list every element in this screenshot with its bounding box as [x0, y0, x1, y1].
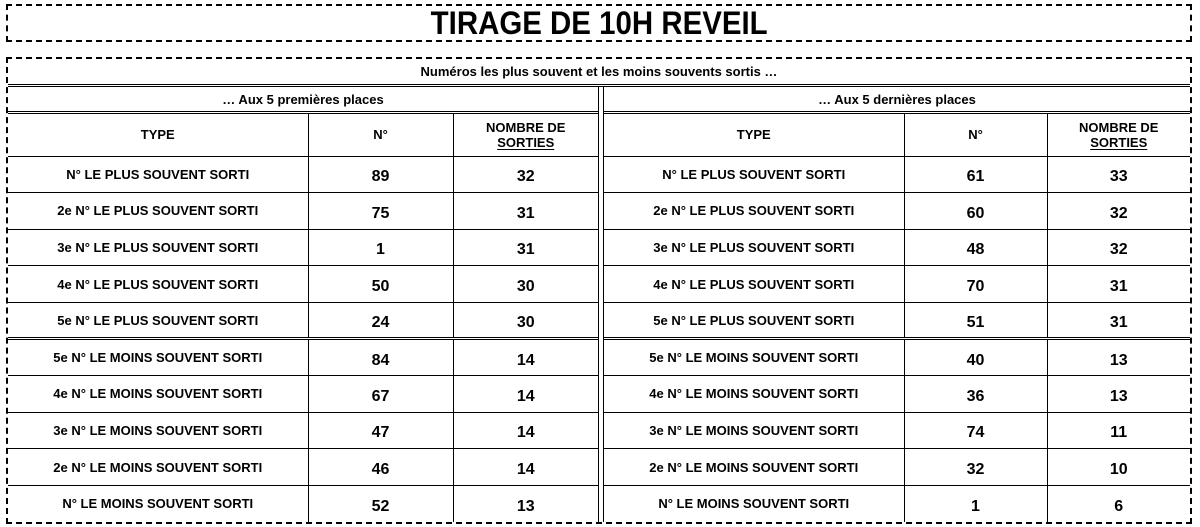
page-title: TIRAGE DE 10H REVEIL	[430, 5, 768, 41]
row-type-cell: 3e N° LE PLUS SOUVENT SORTI	[8, 229, 308, 266]
row-count-cell: 31	[453, 229, 598, 266]
row-number-cell: 74	[904, 412, 1047, 449]
row-number-cell: 50	[308, 266, 453, 303]
table-row	[8, 412, 598, 449]
row-number-cell: 40	[904, 339, 1047, 376]
row-type-cell: 4e N° LE PLUS SOUVENT SORTI	[604, 266, 904, 303]
left-table-body	[8, 156, 598, 522]
row-count-cell: 11	[1047, 412, 1190, 449]
table-row	[604, 449, 1190, 486]
panel-subtitle: Numéros les plus souvent et les moins souvents sortis …	[8, 59, 1190, 87]
row-type-cell: 2e N° LE PLUS SOUVENT SORTI	[604, 193, 904, 230]
column-header-type: TYPE	[8, 114, 308, 156]
row-number-cell: 48	[904, 229, 1047, 266]
row-type-cell: 5e N° LE PLUS SOUVENT SORTI	[604, 302, 904, 339]
row-number-cell: 84	[308, 339, 453, 376]
table-row	[604, 156, 1190, 193]
table-row	[604, 266, 1190, 303]
row-type-cell: 4e N° LE MOINS SOUVENT SORTI	[8, 376, 308, 413]
row-number-cell: 52	[308, 485, 453, 522]
column-header-number: N°	[308, 114, 453, 156]
row-type-cell: N° LE PLUS SOUVENT SORTI	[604, 156, 904, 193]
row-number-cell: 89	[308, 156, 453, 193]
stats-panel	[6, 57, 1192, 524]
row-type-cell: N° LE MOINS SOUVENT SORTI	[8, 485, 308, 522]
row-count-cell: 30	[453, 266, 598, 303]
column-header-type: TYPE	[604, 114, 904, 156]
table-row	[8, 302, 598, 339]
row-type-cell: 2e N° LE PLUS SOUVENT SORTI	[8, 193, 308, 230]
row-type-cell: 3e N° LE PLUS SOUVENT SORTI	[604, 229, 904, 266]
row-number-cell: 70	[904, 266, 1047, 303]
row-count-cell: 14	[453, 339, 598, 376]
column-header-count	[453, 114, 598, 156]
row-count-cell: 32	[1047, 193, 1190, 230]
row-count-cell: 14	[453, 412, 598, 449]
row-number-cell: 32	[904, 449, 1047, 486]
row-count-cell: 32	[1047, 229, 1190, 266]
column-header-count-line1: NOMBRE DE	[486, 119, 566, 135]
table-row	[604, 339, 1190, 376]
table-row	[604, 229, 1190, 266]
row-type-cell: 3e N° LE MOINS SOUVENT SORTI	[8, 412, 308, 449]
row-number-cell: 47	[308, 412, 453, 449]
row-number-cell: 67	[308, 376, 453, 413]
row-count-cell: 30	[453, 302, 598, 339]
row-type-cell: 2e N° LE MOINS SOUVENT SORTI	[604, 449, 904, 486]
table-row	[8, 266, 598, 303]
right-header-row	[604, 114, 1190, 156]
row-number-cell: 36	[904, 376, 1047, 413]
row-count-cell: 13	[1047, 339, 1190, 376]
row-number-cell: 51	[904, 302, 1047, 339]
row-count-cell: 32	[453, 156, 598, 193]
row-count-cell: 6	[1047, 485, 1190, 522]
row-count-cell: 31	[453, 193, 598, 230]
table-row	[8, 339, 598, 376]
row-count-cell: 31	[1047, 302, 1190, 339]
row-number-cell: 1	[308, 229, 453, 266]
row-type-cell: 2e N° LE MOINS SOUVENT SORTI	[8, 449, 308, 486]
table-row	[604, 302, 1190, 339]
table-row	[8, 376, 598, 413]
table-row	[8, 449, 598, 486]
column-header-count-line2: SORTIES	[1090, 134, 1148, 150]
row-type-cell: N° LE MOINS SOUVENT SORTI	[604, 485, 904, 522]
right-section	[604, 87, 1190, 522]
table-row	[8, 485, 598, 522]
left-header-row	[8, 114, 598, 156]
row-type-cell: 5e N° LE MOINS SOUVENT SORTI	[604, 339, 904, 376]
row-number-cell: 60	[904, 193, 1047, 230]
row-count-cell: 10	[1047, 449, 1190, 486]
left-section	[8, 87, 598, 522]
title-banner	[6, 4, 1192, 42]
left-table	[8, 114, 598, 522]
row-number-cell: 61	[904, 156, 1047, 193]
row-number-cell: 1	[904, 485, 1047, 522]
column-header-number: N°	[904, 114, 1047, 156]
row-number-cell: 24	[308, 302, 453, 339]
table-row	[604, 193, 1190, 230]
left-section-heading: … Aux 5 premières places	[8, 87, 598, 114]
row-number-cell: 75	[308, 193, 453, 230]
right-table-body	[604, 156, 1190, 522]
row-type-cell: N° LE PLUS SOUVENT SORTI	[8, 156, 308, 193]
row-count-cell: 14	[453, 449, 598, 486]
column-header-count	[1047, 114, 1190, 156]
table-row	[8, 229, 598, 266]
column-header-count-line1: NOMBRE DE	[1079, 119, 1159, 135]
table-row	[604, 412, 1190, 449]
column-header-count-line2: SORTIES	[497, 134, 555, 150]
row-type-cell: 5e N° LE PLUS SOUVENT SORTI	[8, 302, 308, 339]
row-count-cell: 33	[1047, 156, 1190, 193]
table-row	[8, 193, 598, 230]
row-count-cell: 31	[1047, 266, 1190, 303]
row-type-cell: 4e N° LE PLUS SOUVENT SORTI	[8, 266, 308, 303]
row-count-cell: 14	[453, 376, 598, 413]
row-number-cell: 46	[308, 449, 453, 486]
row-type-cell: 5e N° LE MOINS SOUVENT SORTI	[8, 339, 308, 376]
table-row	[8, 156, 598, 193]
right-section-heading: … Aux 5 dernières places	[604, 87, 1190, 114]
right-table	[604, 114, 1190, 522]
table-row	[604, 485, 1190, 522]
table-row	[604, 376, 1190, 413]
row-count-cell: 13	[453, 485, 598, 522]
row-type-cell: 3e N° LE MOINS SOUVENT SORTI	[604, 412, 904, 449]
row-count-cell: 13	[1047, 376, 1190, 413]
row-type-cell: 4e N° LE MOINS SOUVENT SORTI	[604, 376, 904, 413]
